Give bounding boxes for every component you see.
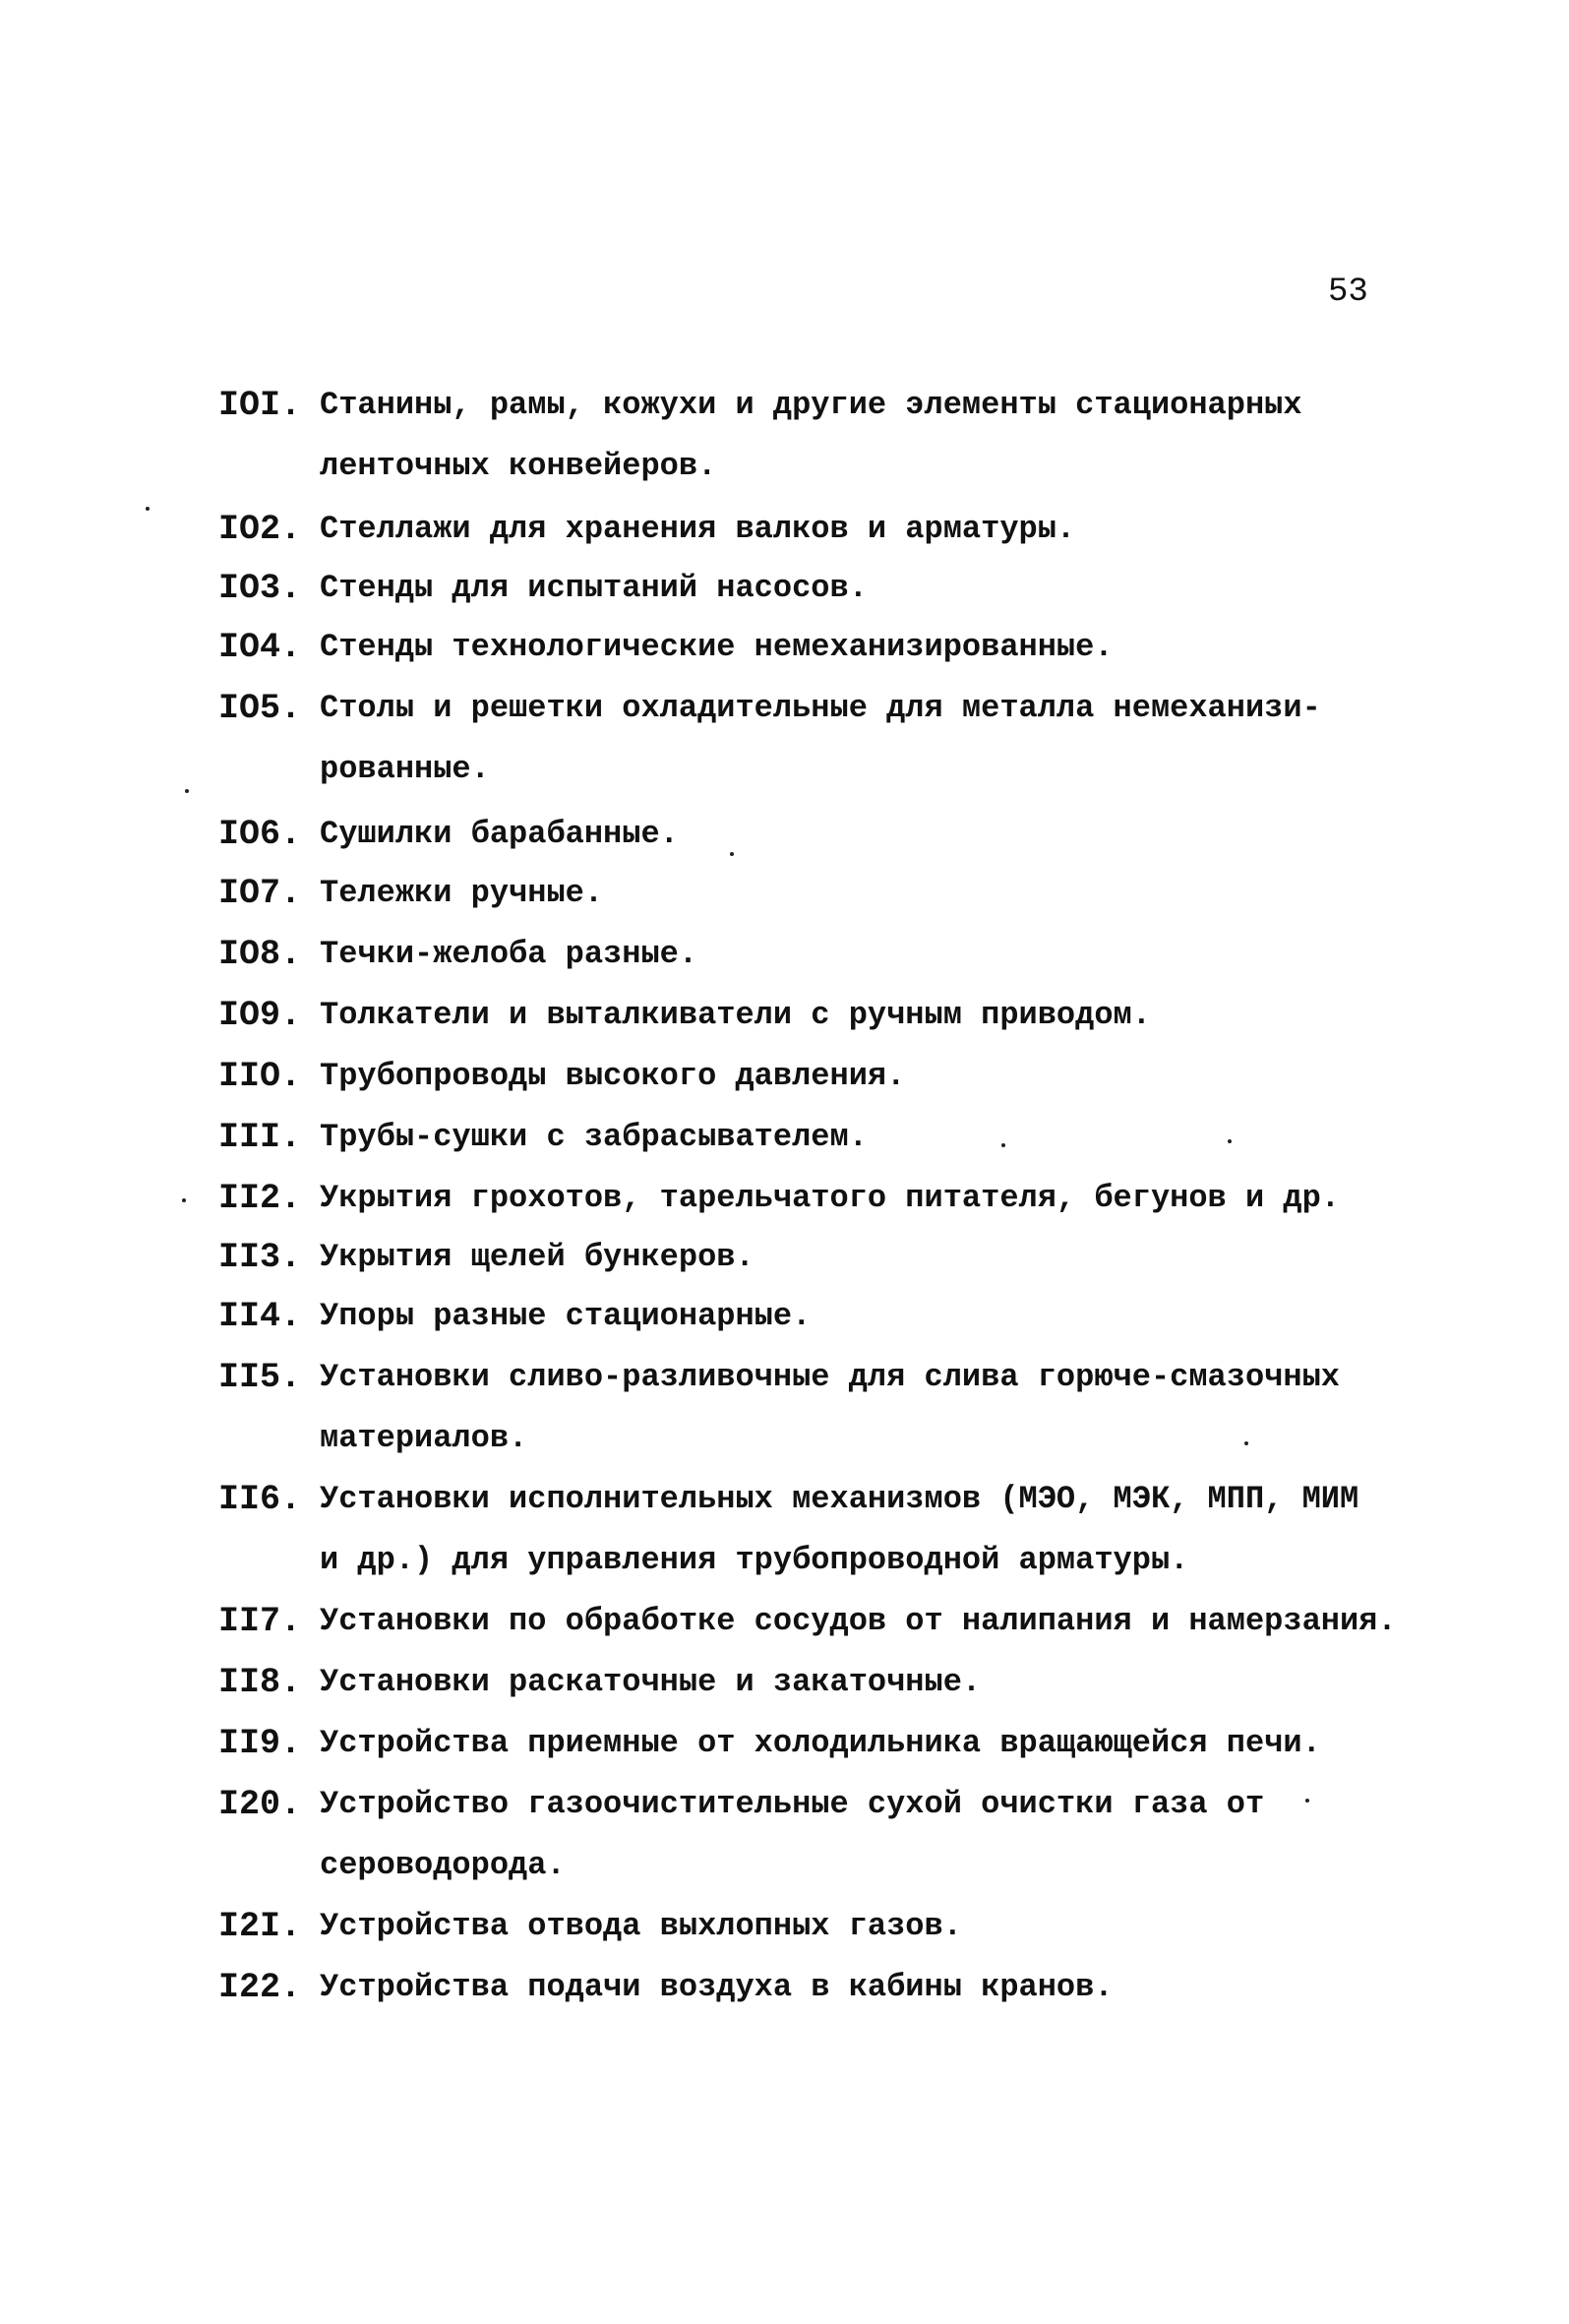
item-text-line: Упоры разные стационарные.: [320, 1298, 812, 1334]
item-number: II5.: [218, 1358, 302, 1397]
item-number: IOI.: [218, 386, 302, 425]
item-number: II4.: [218, 1297, 302, 1336]
item-number: IO4.: [218, 628, 302, 667]
item-text-line: Станины, рамы, кожухи и другие элементы стационарных: [320, 387, 1302, 423]
item-text-line: Установки раскаточные и закаточные.: [320, 1664, 982, 1700]
item-number: II3.: [218, 1238, 302, 1277]
item-number: IIO.: [218, 1057, 302, 1096]
item-number: IO6.: [218, 815, 302, 854]
item-text-line: Укрытия щелей бункеров.: [320, 1239, 754, 1275]
item-text-line: сероводорода.: [320, 1847, 566, 1883]
item-text-line: Устройство газоочистительные сухой очистки газа от: [320, 1786, 1265, 1822]
item-number: IO7.: [218, 874, 302, 913]
item-text-line: Трубопроводы высокого давления.: [320, 1058, 906, 1094]
item-number: IO8.: [218, 935, 302, 974]
item-text-line: Установки по обработке сосудов от налипания и намерзания.: [320, 1603, 1397, 1639]
item-text-line: Сушилки барабанные.: [320, 816, 679, 852]
item-number: II8.: [218, 1663, 302, 1702]
item-text-line: Тележки ручные.: [320, 875, 604, 911]
item-text-line: Толкатели и выталкиватели с ручным приводом.: [320, 997, 1151, 1033]
item-number: IO3.: [218, 569, 302, 608]
item-text-line: Устройства подачи воздуха в кабины кранов.: [320, 1969, 1114, 2005]
item-text-line: Устройства приемные от холодильника вращающейся печи.: [320, 1725, 1321, 1761]
scan-speck: [146, 507, 150, 511]
item-text-line: Трубы-сушки с забрасывателем.: [320, 1119, 868, 1155]
scan-speck: [1305, 1799, 1309, 1803]
item-number: I20.: [218, 1785, 302, 1824]
item-number: I2I.: [218, 1907, 302, 1946]
item-text-line: Стеллажи для хранения валков и арматуры.: [320, 511, 1076, 547]
item-number: IO9.: [218, 996, 302, 1035]
scan-speck: [182, 1198, 186, 1202]
item-number: IO5.: [218, 689, 302, 728]
item-text-line: и др.) для управления трубопроводной арматуры.: [320, 1542, 1189, 1578]
item-text-line: Укрытия грохотов, тарельчатого питателя, бегунов и др.: [320, 1180, 1340, 1216]
item-text-line: Устройства отвода выхлопных газов.: [320, 1908, 962, 1944]
item-number: II6.: [218, 1480, 302, 1519]
item-text-line: ленточных конвейеров.: [320, 448, 717, 484]
scan-speck: [1001, 1143, 1005, 1147]
item-number: I22.: [218, 1968, 302, 2007]
item-text-line: Течки-желоба разные.: [320, 936, 698, 972]
item-text-line: Стенды для испытаний насосов.: [320, 570, 868, 606]
item-text-line: Установки сливо-разливочные для слива горюче-смазочных: [320, 1359, 1340, 1395]
item-text-line: Столы и решетки охладительные для металла немеханизи-: [320, 690, 1321, 726]
scan-speck: [185, 789, 189, 793]
item-number: III.: [218, 1118, 302, 1157]
item-text-line: Стенды технологические немеханизированные.: [320, 629, 1114, 665]
item-text-line: Установки исполнительных механизмов (МЭО, МЭК, МПП, МИМ: [320, 1481, 1359, 1517]
item-number: II9.: [218, 1724, 302, 1763]
scan-speck: [1244, 1441, 1248, 1445]
item-number: II7.: [218, 1602, 302, 1641]
scan-speck: [730, 852, 734, 856]
item-text-line: рованные.: [320, 751, 490, 787]
scan-speck: [1228, 1139, 1232, 1143]
item-number: II2.: [218, 1179, 302, 1218]
item-number: IO2.: [218, 510, 302, 549]
page-number: 53: [1328, 274, 1368, 311]
item-text-line: материалов.: [320, 1420, 528, 1456]
